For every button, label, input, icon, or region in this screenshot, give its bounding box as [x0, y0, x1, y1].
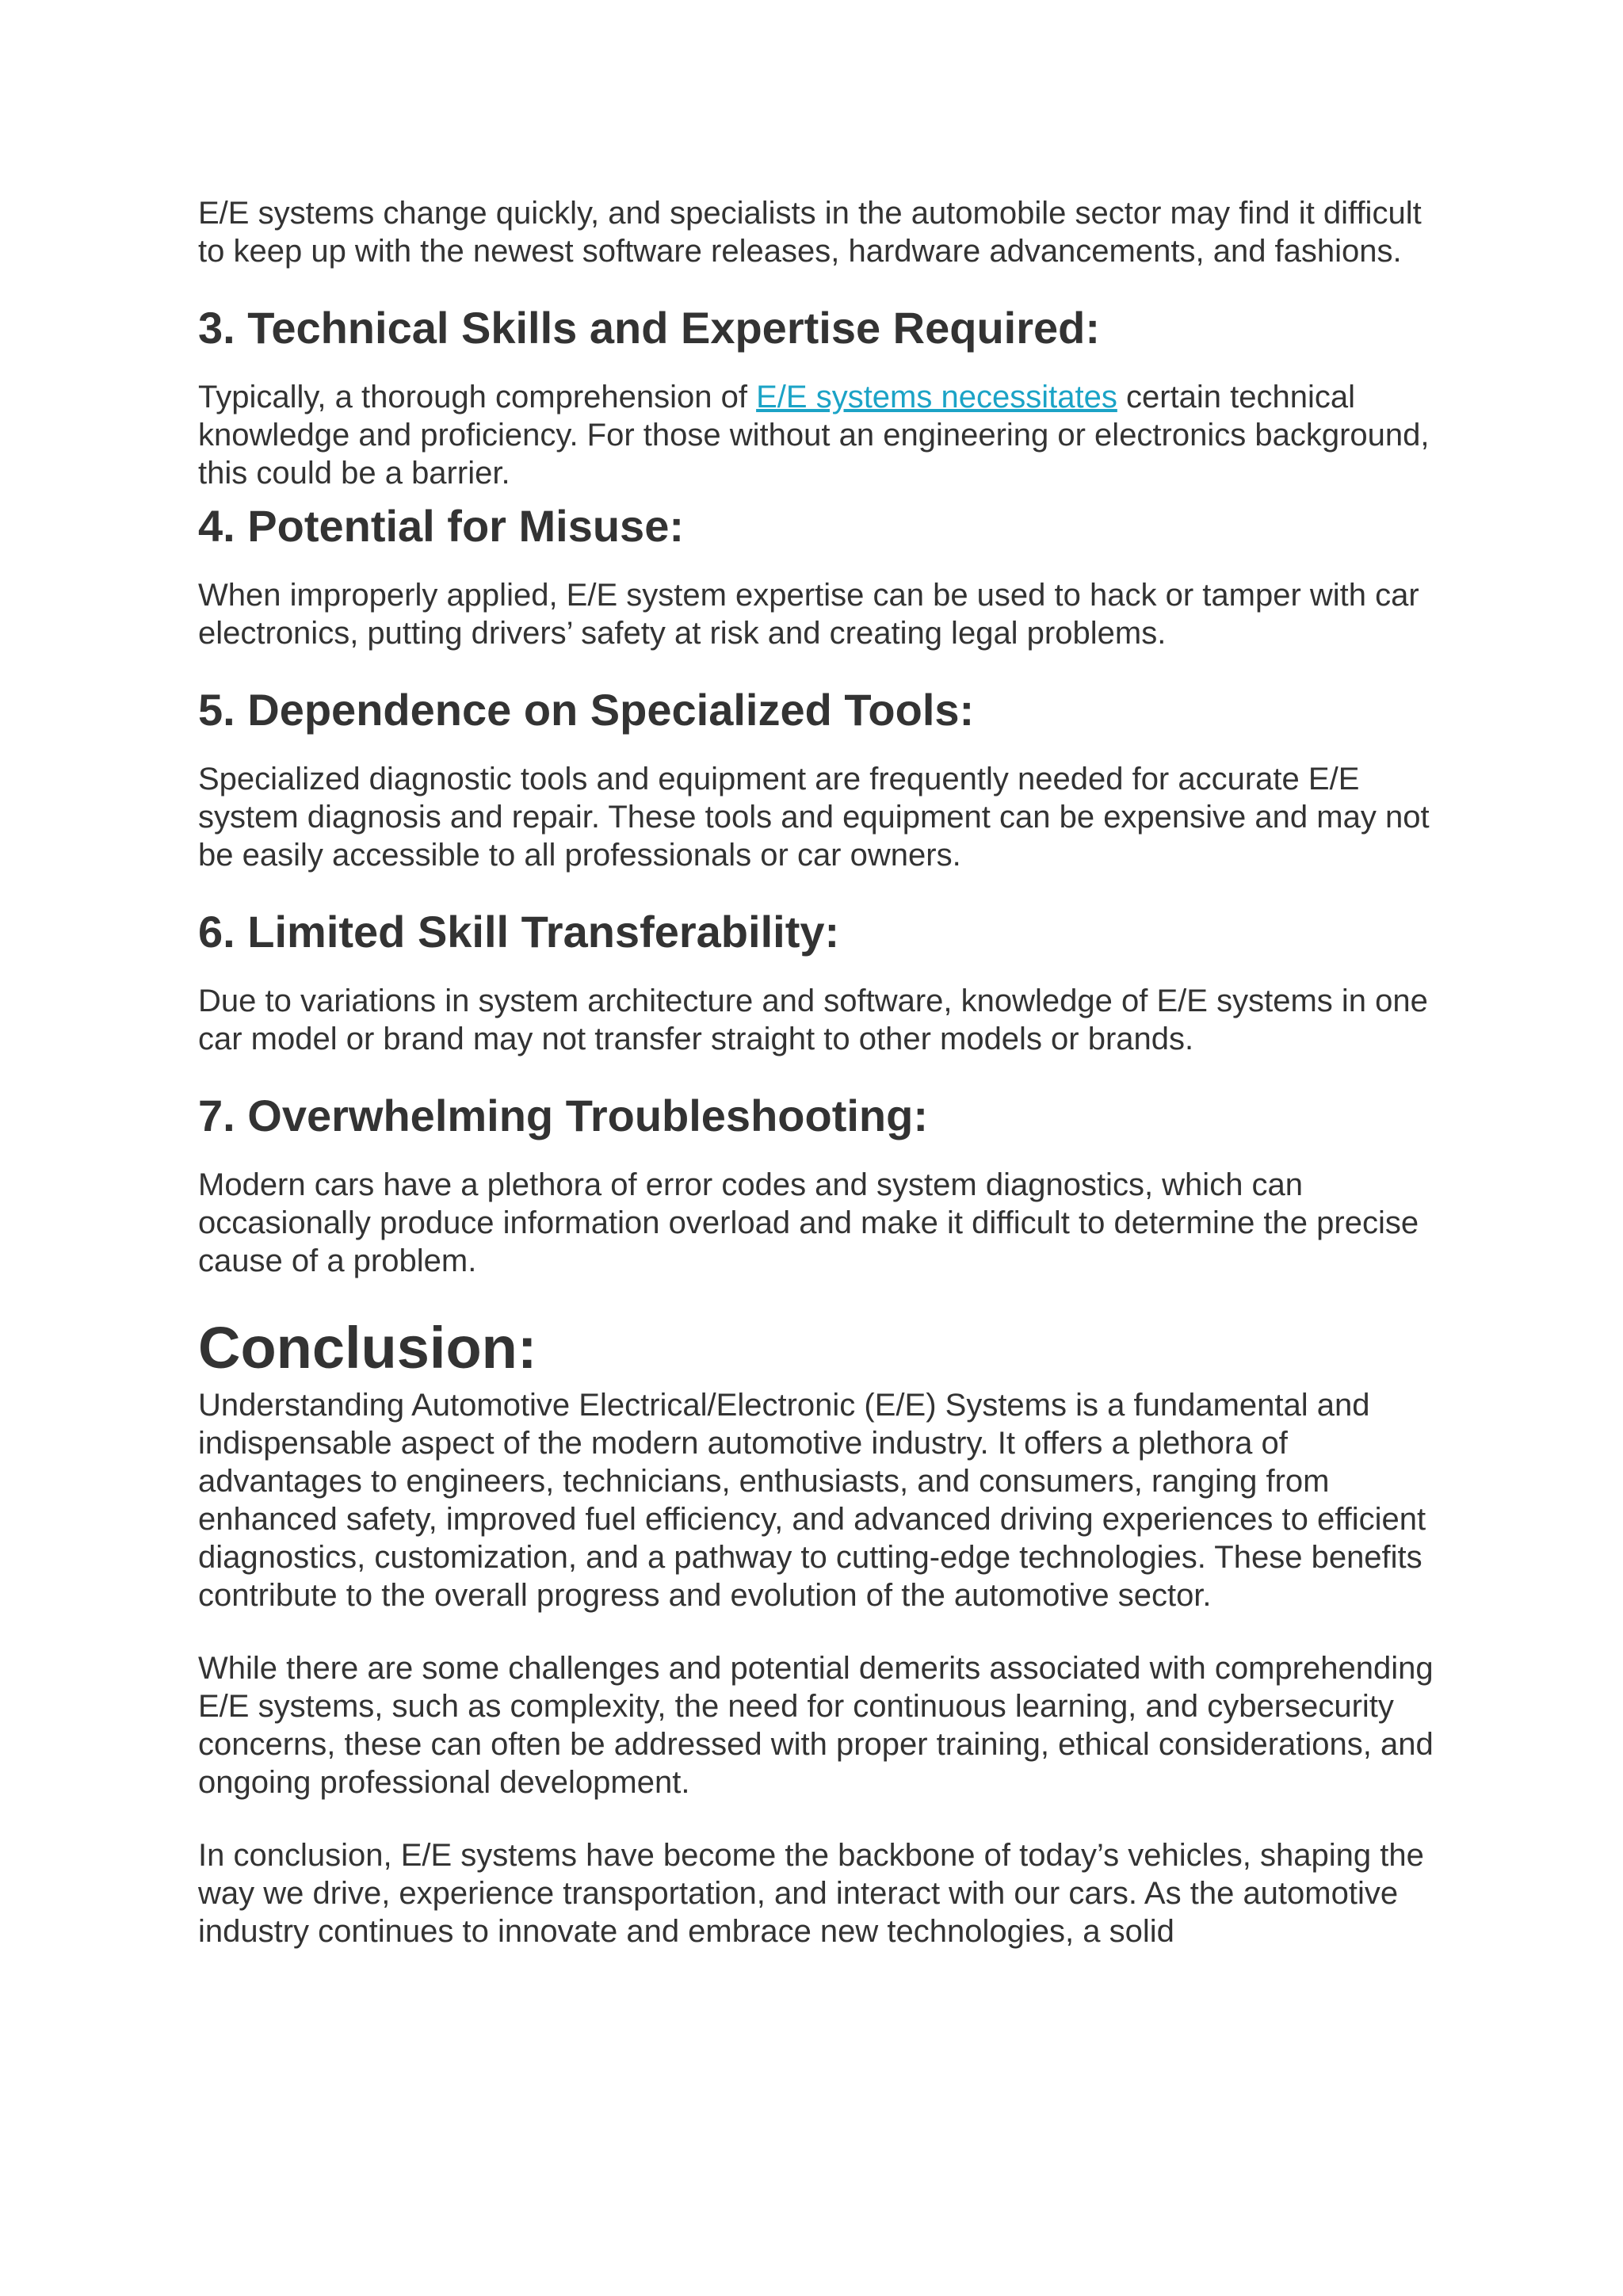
- conclusion-heading: Conclusion:: [198, 1315, 537, 1381]
- ee-systems-link[interactable]: E/E systems necessitates: [756, 380, 1117, 415]
- section-heading-troubleshooting: 7. Overwhelming Troubleshooting:: [198, 1091, 928, 1140]
- conclusion-paragraph: Understanding Automotive Electrical/Electronic (E/E) Systems is a fundamental and indispensable aspect of the modern automotive industry. It offers a plethora of advantages to engineers, technicians, enthusiasts, and consumers, ranging from enhanced safety, improved fuel efficiency, and advanced driving experiences to efficient diagnostics, customization, and a pathway to cutting-edge technologies. These benefits contribute to the overall progress and evolution of the automotive sector.: [198, 1388, 1426, 1613]
- intro-paragraph: E/E systems change quickly, and specialists in the automobile sector may find it difficult to keep up with the newest software releases, hardware advancements, and fashions.: [198, 196, 1422, 269]
- conclusion-paragraph: While there are some challenges and potential demerits associated with comprehending E/E systems, such as complexity, the need for continuous learning, and cybersecurity concerns, these can often be addressed with proper training, ethical considerations, and ongoing professional development.: [198, 1651, 1434, 1800]
- section-heading-specialized-tools: 5. Dependence on Specialized Tools:: [198, 685, 975, 735]
- section-text-specialized-tools: Specialized diagnostic tools and equipment are frequently needed for accurate E/E system diagnosis and repair. These tools and equipment can be expensive and may not be easily accessible to all professionals or car owners.: [198, 762, 1430, 873]
- section-text-skill-transferability: Due to variations in system architecture and software, knowledge of E/E systems in one car model or brand may not transfer straight to other models or brands.: [198, 984, 1428, 1056]
- section-heading-skill-transferability: 6. Limited Skill Transferability:: [198, 907, 840, 957]
- document-page: [198, 194, 1434, 1950]
- section-text-potential-misuse: When improperly applied, E/E system expertise can be used to hack or tamper with car electronics, putting drivers’ safety at risk and creating legal problems.: [198, 578, 1419, 651]
- section-text-technical-skills: [198, 378, 1434, 492]
- conclusion-paragraph: In conclusion, E/E systems have become the backbone of today’s vehicles, shaping the way we drive, experience transportation, and interact with our cars. As the automotive industry continues to innovate and embrace new technologies, a solid: [198, 1838, 1424, 1949]
- section-text-troubleshooting: Modern cars have a plethora of error codes and system diagnostics, which can occasionally produce information overload and make it difficult to determine the precise cause of a problem.: [198, 1167, 1419, 1278]
- text-before-link: Typically, a thorough comprehension of: [198, 380, 757, 415]
- section-heading-potential-misuse: 4. Potential for Misuse:: [198, 501, 684, 551]
- section-heading-technical-skills: 3. Technical Skills and Expertise Required:: [198, 303, 1101, 353]
- text-after-link: certain technical knowledge and proficiency. For those without an engineering or electronics background, this could be a barrier.: [198, 380, 1430, 491]
